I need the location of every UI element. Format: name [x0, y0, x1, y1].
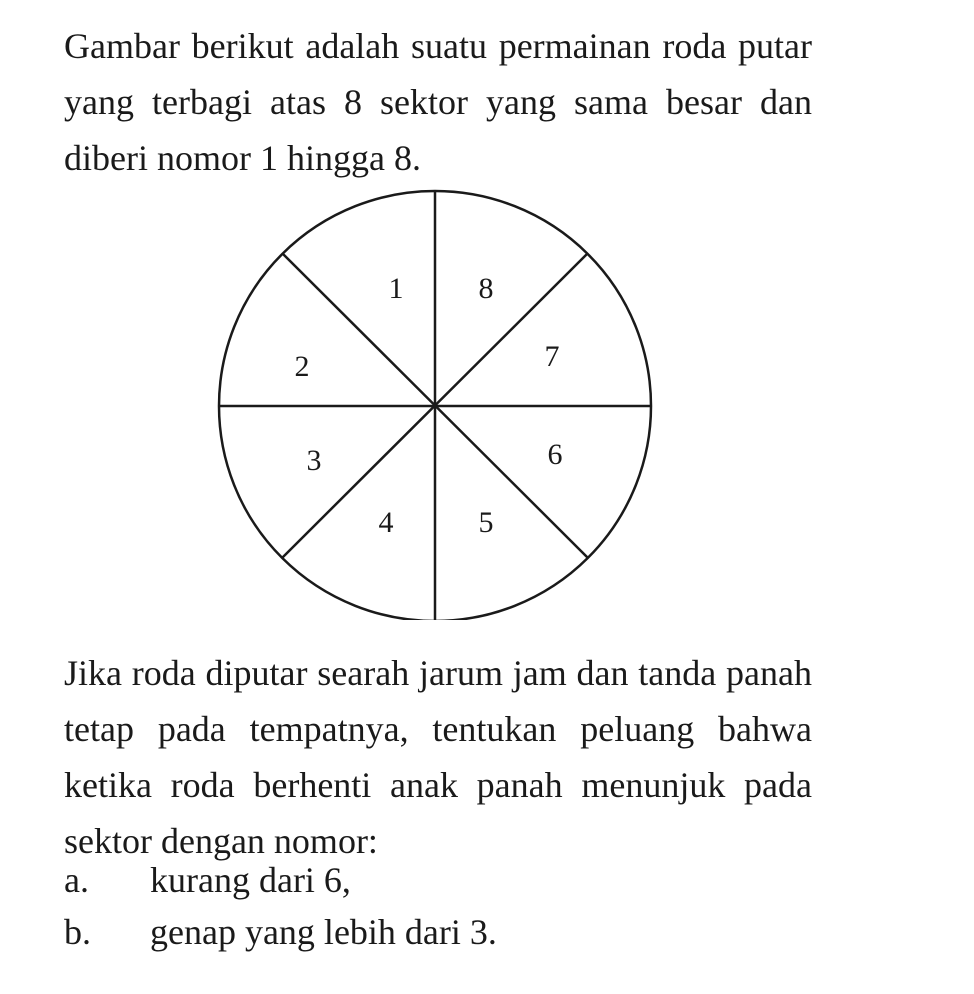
- sector-label-8: 8: [478, 272, 494, 305]
- sector-label-1: 1: [388, 272, 404, 305]
- sector-label-3: 3: [306, 444, 322, 477]
- option-b: [64, 910, 497, 954]
- sector-label-5: 5: [478, 506, 494, 539]
- option-letter: a.: [64, 860, 89, 900]
- intro-paragraph: Gambar berikut adalah suatu permainan roda putar yang terbagi atas 8 sektor yang sama besar dan diberi nomor 1 hingga 8.: [64, 26, 812, 178]
- option-a: [64, 858, 351, 902]
- question-paragraph: Jika roda diputar searah jarum jam dan tanda panah tetap pada tempatnya, tentukan peluang bahwa ketika roda berhenti anak panah menunjuk pada sektor dengan nomor:: [64, 653, 812, 861]
- option-text: genap yang lebih dari 3.: [150, 912, 497, 952]
- sector-label-2: 2: [294, 350, 310, 383]
- sector-label-6: 6: [547, 438, 563, 471]
- sector-label-7: 7: [544, 340, 560, 373]
- option-text: kurang dari 6,: [150, 860, 351, 900]
- option-letter: b.: [64, 912, 91, 952]
- sector-label-4: 4: [378, 506, 394, 539]
- spinning-wheel: [210, 180, 660, 620]
